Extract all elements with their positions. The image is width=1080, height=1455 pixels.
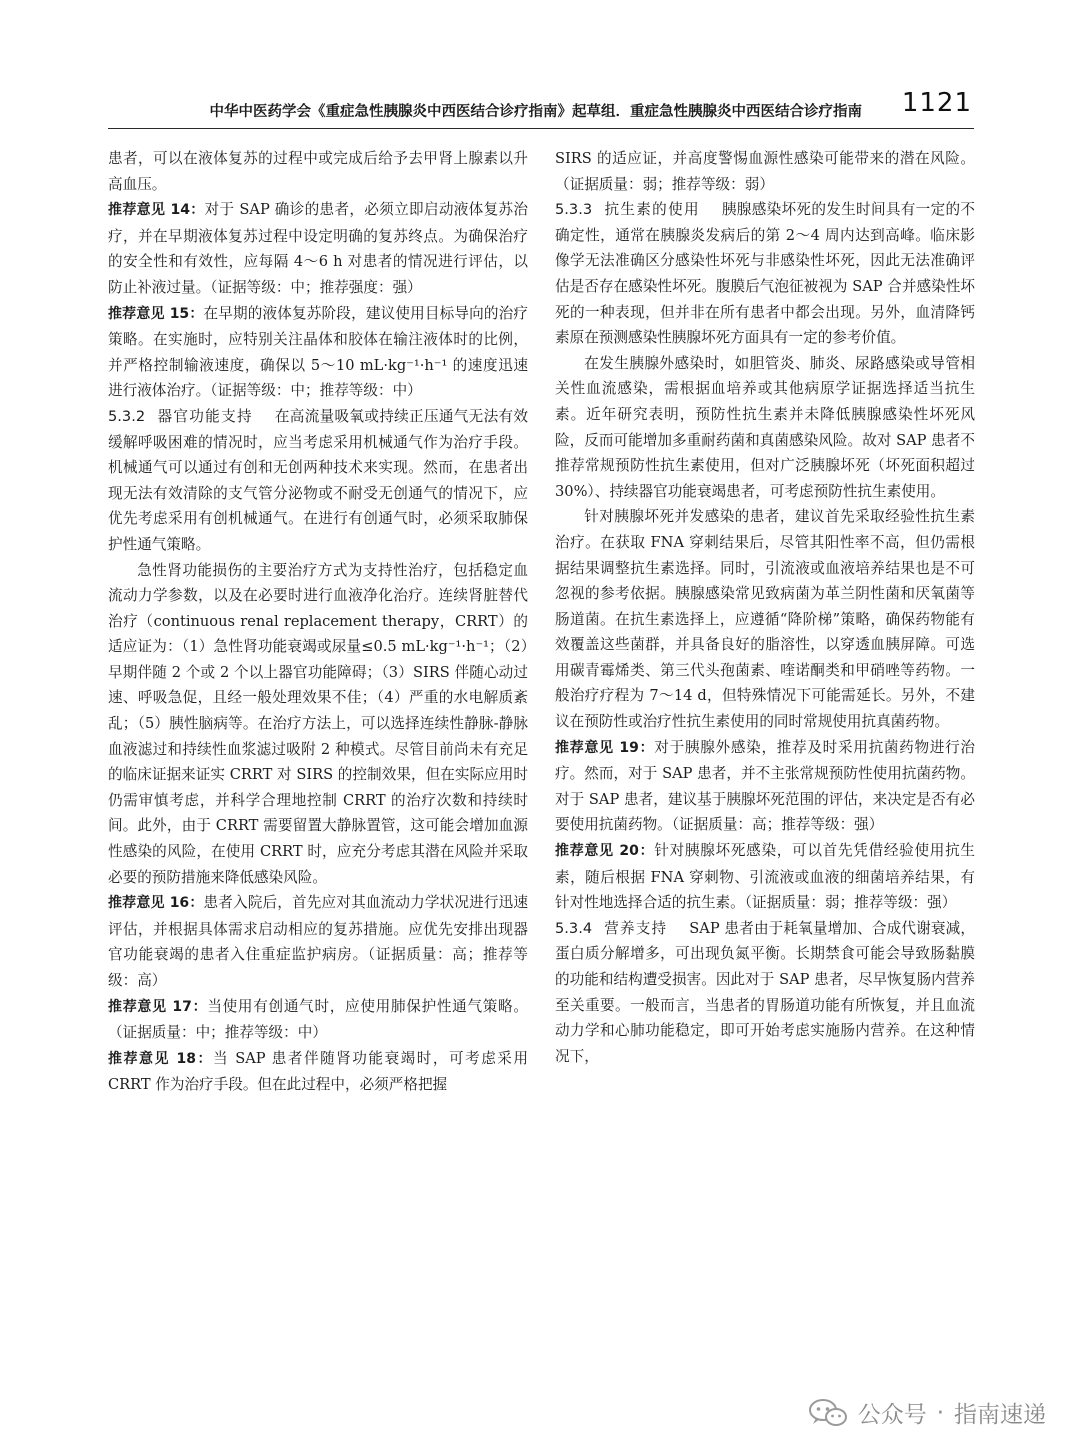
paragraph-empirical-antibiotics: 针对胰腺坏死并发感染的患者，建议首先采取经验性抗生素治疗。在获取 FNA 穿刺结果后，尽管其阳性率不高，但仍需根据结果调整抗生素选择。同时，引流液或血液培养结果也是不可忽视的参考依据。胰腺感染常见致病菌为革兰阴性菌和厌氧菌等肠道菌。在抗生素选择上，应遵循“降阶梯”策略，确保药物能有效覆盖这些菌群，并具备良好的脂溶性，以穿透血胰屏障。可选用碳青霉烯类、第三代头孢菌素、喹诺酮类和甲硝唑等药物。一般治疗疗程为 7～14 d，但特殊情况下可能需延长。另外，不建议在预防性或治疗性抗生素使用的同时常规使用抗真菌药物。 [555,508,975,731]
paragraph-continuation: SIRS 的适应证，并高度警惕血源性感染可能带来的潜在风险。（证据质量：弱；推荐等级：弱） [555,150,975,193]
wechat-icon [808,1398,848,1428]
section-title: 抗生素的使用 [604,201,700,219]
recommendation-label: 推荐意见 15： [108,305,204,322]
recommendation-16 [108,890,528,993]
section-number: 5.3.2 [108,407,146,425]
recommendation-text: 患者入院后，首先应对其血流动力学状况进行迅速评估，并根据具体需求启动相应的复苏措施。应优先安排出现器官功能衰竭的患者入住重症监护病房。（证据质量：高；推荐等级：高） [108,894,528,989]
recommendation-label: 推荐意见 14： [108,202,205,219]
section-title: 营养支持 [604,919,668,937]
section-text: 胰腺感染坏死的发生时间具有一定的不确定性，通常在胰腺炎发病后的第 2～4 周内达到高峰。临床影像学无法准确区分感染性坏死与非感染性坏死，因此无法准确评估是否存在感染性坏死。腹膜后气泡征被视为 SAP 合并感染性坏死的一种表现，但并非在所有患者中都会出现。另外，血清降钙素原在预测感染性胰腺坏死方面具有一定的参考价值。 [555,201,975,347]
paragraph-continuation: 患者，可以在液体复苏的过程中或完成后给予去甲肾上腺素以升高血压。 [108,150,528,193]
section-text: 在高流量吸氧或持续正压通气无法有效缓解呼吸困难的情况时，应当考虑采用机械通气作为治疗手段。机械通气可以通过有创和无创两种技术来实现。然而，在患者出现无法有效清除的支气管分泌物或不耐受无创通气的情况下，应优先考虑采用有创机械通气。在进行有创通气时，必须采取肺保护性通气策略。 [108,407,528,553]
recommendation-19 [555,735,975,838]
section-5-3-3 [555,197,975,351]
recommendation-label: 推荐意见 18： [108,1050,213,1067]
section-5-3-2 [108,404,528,558]
recommendation-label: 推荐意见 16： [108,895,204,912]
wechat-watermark [808,1396,1046,1429]
recommendation-18 [108,1046,528,1098]
recommendation-text: 当使用有创通气时，应使用肺保护性通气策略。（证据质量：中；推荐等级：中） [108,997,528,1042]
page-header [108,88,974,129]
section-text: SAP 患者由于耗氧量增加、合成代谢衰减，蛋白质分解增多，可出现负氮平衡。长期禁食可能会导致肠黏膜的功能和结构遭受损害。因此对于 SAP 患者，尽早恢复肠内营养至关重要。一般而言，当患者的胃肠道功能有所恢复，并且血流动力学和心肺功能稳定，即可开始考虑实施肠内营养。在这种情况下， [555,919,975,1065]
watermark-account-name: 指南速递 [954,1402,1046,1428]
page-number: 1121 [901,88,972,118]
watermark-account-label: 公众号 [857,1402,927,1428]
recommendation-text: 对于胰腺外感染，推荐及时采用抗菌药物进行治疗。然而，对于 SAP 患者，并不主张常规预防性使用抗菌药物。对于 SAP 患者，建议基于胰腺坏死范围的评估，来决定是否有必要使用抗菌药物。（证据质量：高；推荐等级：强） [555,738,975,834]
paragraph-aki: 急性肾功能损伤的主要治疗方式为支持性治疗，包括稳定血流动力学参数，以及在必要时进行血液净化治疗。连续肾脏替代治疗（continuous renal replacement therapy，CRRT）的适应证为：（1）急性肾功能衰竭或尿量≤0.5 mL·kg⁻¹·h⁻¹；（2）早期伴随 2 个或 2 个以上器官功能障碍；（3）SIRS 伴随心动过速、呼吸急促，且经一般处理效果不佳；（4）严重的水电解质紊乱；（5）胰性脑病等。在治疗方法上，可以选择连续性静脉-静脉血液滤过和持续性血浆滤过吸附 2 种模式。尽管目前尚未有充足的临床证据来证实 CRRT 对 SIRS 的控制效果，但在实际应用时仍需审慎考虑，并科学合理地控制 CRRT 的治疗次数和持续时间。此外，由于 CRRT 需要留置大静脉置管，这可能会增加血源性感染的风险，在使用 CRRT 时，应充分考虑其潜在风险并采取必要的预防措施来降低感染风险。 [108,561,528,886]
recommendation-label: 推荐意见 19： [555,739,655,756]
section-number: 5.3.4 [555,919,593,937]
section-title: 器官功能支持 [157,407,253,425]
recommendation-17 [108,994,528,1046]
section-5-3-4 [555,916,975,1070]
watermark-separator: · [936,1399,944,1426]
section-number: 5.3.3 [555,201,593,219]
recommendation-text: 当 SAP 患者伴随肾功能衰竭时，可考虑采用 CRRT 作为治疗手段。但在此过程中，必须严格把握 [108,1049,529,1094]
recommendation-15 [108,301,528,404]
recommendation-20 [555,838,975,916]
recommendation-14 [108,197,528,300]
recommendation-label: 推荐意见 17： [108,998,208,1015]
running-title: 中华中医药学会《重症急性胰腺炎中西医结合诊疗指南》起草组．重症急性胰腺炎中西医结合诊疗指南 [209,104,862,120]
recommendation-text: 对于 SAP 确诊的患者，必须立即启动液体复苏治疗，并在早期液体复苏过程中设定明确的复苏终点。为确保治疗的安全性和有效性，应每隔 4～6 h 对患者的情况进行评估，以防止补液过量。（证据等级：中；推荐强度：强） [108,201,529,296]
recommendation-text: 针对胰腺坏死感染，可以首先凭借经验使用抗生素，随后根据 FNA 穿刺物、引流液或血液的细菌培养结果，有针对性地选择合适的抗生素。（证据质量：弱；推荐等级：强） [555,842,975,912]
paragraph-extrapancreatic-infection: 在发生胰腺外感染时，如胆管炎、肺炎、尿路感染或导管相关性血流感染，需根据血培养或其他病原学证据选择适当抗生素。近年研究表明，预防性抗生素并未降低胰腺感染性坏死风险，反而可能增加多重耐药菌和真菌感染风险。故对 SAP 患者不推荐常规预防性抗生素使用，但对广泛胰腺坏死（坏死面积超过 30%）、持续器官功能衰竭患者，可考虑预防性抗生素使用。 [555,354,975,500]
recommendation-text: 在早期的液体复苏阶段，建议使用目标导向的治疗策略。在实施时，应特别关注晶体和胶体在输注液体时的比例，并严格控制输液速度，确保以 5～10 mL·kg⁻¹·h⁻¹ 的速度迅速进行液体治疗。（证据等级：中；推荐等级：中） [108,304,528,400]
recommendation-label: 推荐意见 20： [555,843,655,860]
left-column [108,146,528,1098]
right-column [555,146,975,1069]
